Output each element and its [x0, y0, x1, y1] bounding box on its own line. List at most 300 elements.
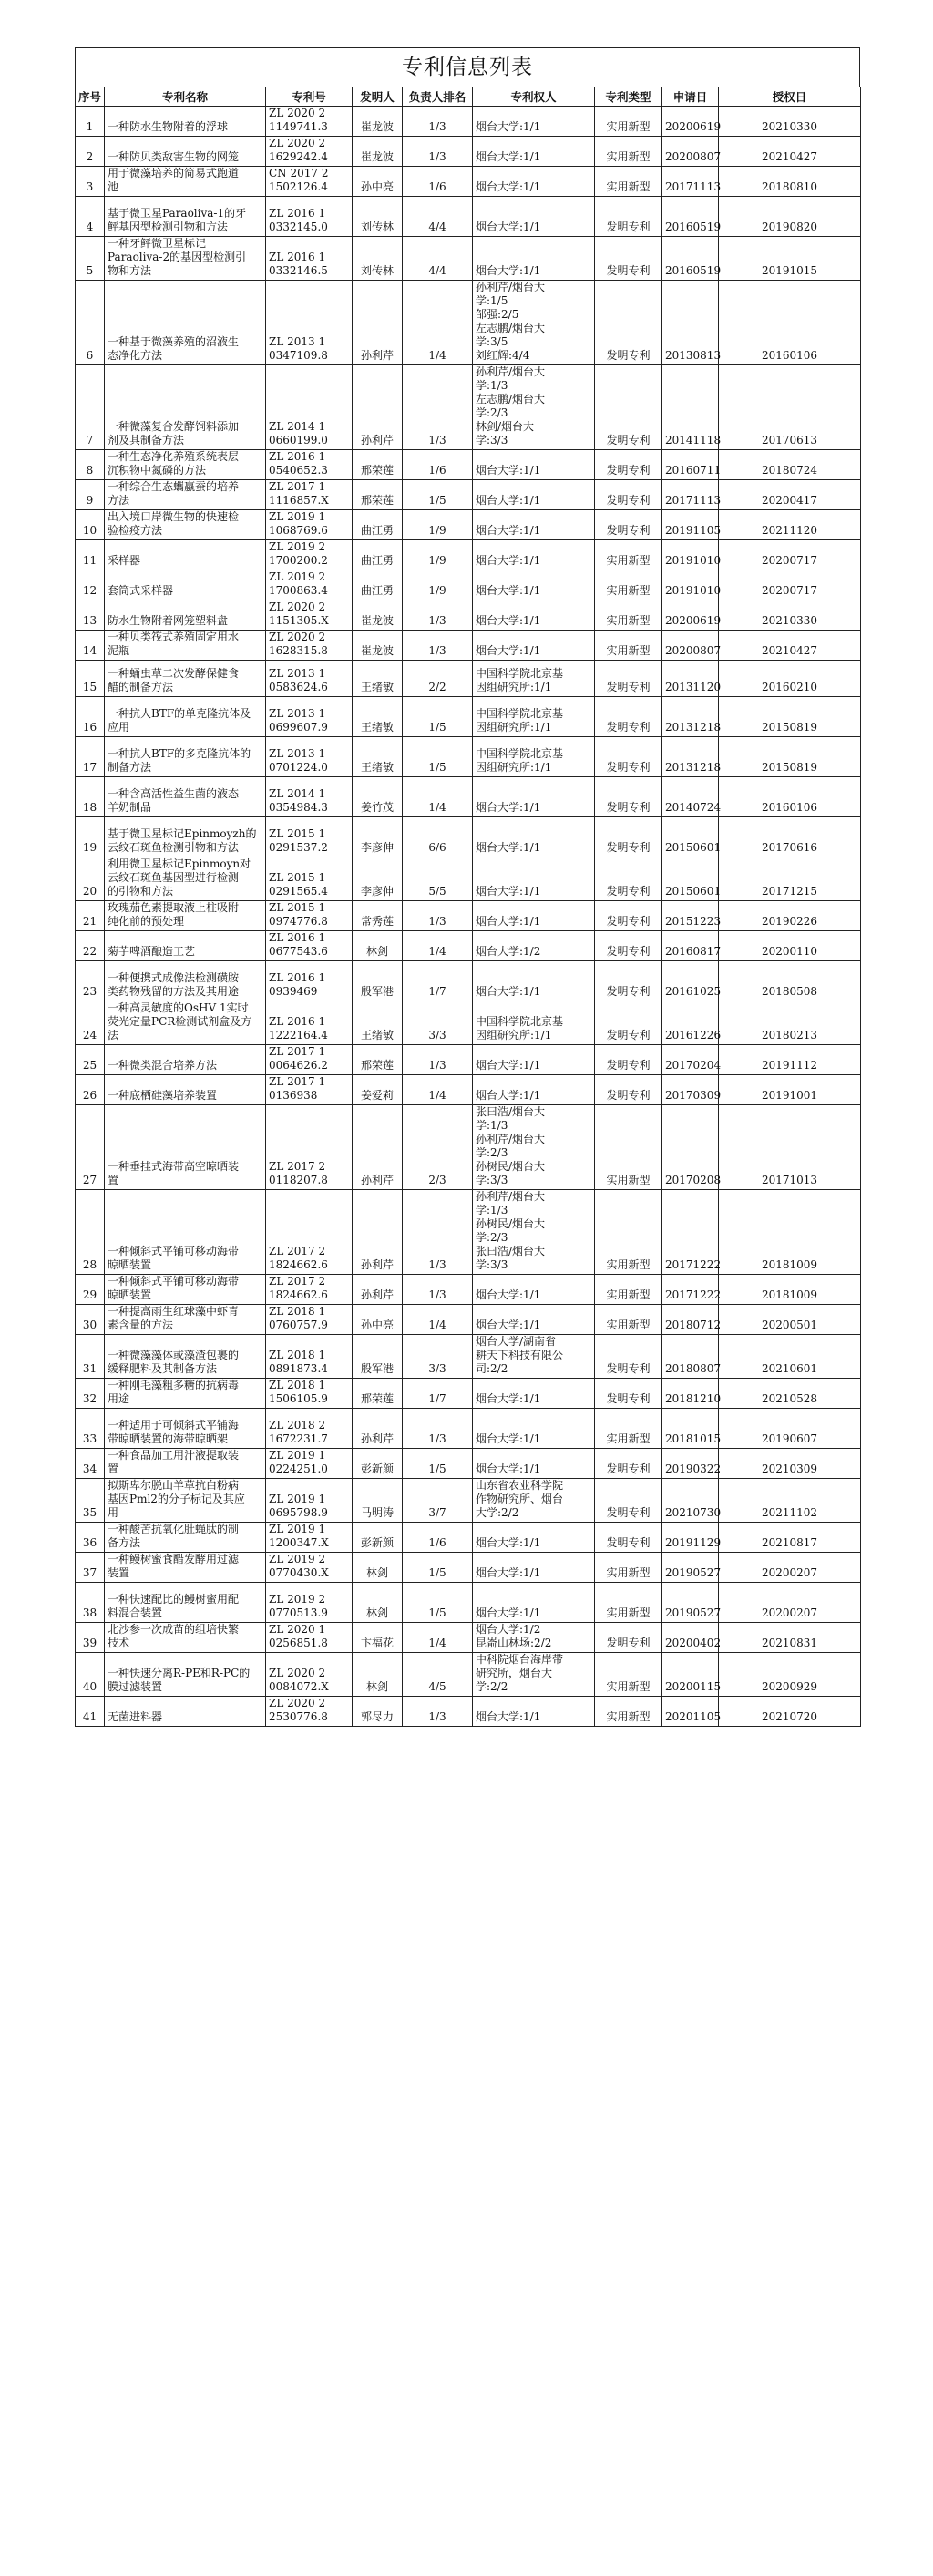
cell-patent-no-line: ZL 2016 1 — [269, 207, 326, 220]
header-col-inventor: 发明人 — [353, 87, 403, 107]
cell-owner — [473, 1479, 595, 1523]
cell-no: 23 — [76, 961, 105, 1001]
cell-patent-no-line: 1068769.6 — [269, 524, 328, 537]
cell-grant-date: 20211102 — [719, 1479, 861, 1523]
cell-owner — [473, 737, 595, 777]
cell-type: 发明专利 — [595, 1479, 662, 1523]
cell-no: 33 — [76, 1409, 105, 1449]
cell-patent-no — [266, 961, 353, 1001]
cell-no: 17 — [76, 737, 105, 777]
cell-owner-line: 左志鹏/烟台大 — [476, 322, 546, 334]
cell-no: 36 — [76, 1523, 105, 1553]
cell-no: 7 — [76, 365, 105, 450]
cell-rank: 1/5 — [403, 697, 473, 737]
cell-owner — [473, 1001, 595, 1045]
cell-no: 20 — [76, 857, 105, 901]
cell-patent-no-line: 0540652.3 — [269, 464, 328, 477]
table-row — [76, 1001, 861, 1045]
cell-rank: 1/6 — [403, 167, 473, 197]
cell-owner-line: 孙利芹/烟台大 — [476, 1190, 546, 1203]
cell-apply-date: 20191010 — [662, 570, 719, 600]
cell-no: 5 — [76, 237, 105, 281]
cell-grant-date: 20181009 — [719, 1275, 861, 1305]
cell-name — [105, 1553, 266, 1583]
cell-name — [105, 237, 266, 281]
cell-grant-date: 20200207 — [719, 1553, 861, 1583]
cell-name-line: 一种抗人BTF的单克隆抗体及 — [108, 707, 251, 720]
cell-inventor: 王绪敏 — [353, 737, 403, 777]
cell-name-line: 荧光定量PCR检测试剂盒及方 — [108, 1015, 252, 1028]
cell-name-line: 一种贝类筏式养殖固定用水 — [108, 631, 240, 643]
cell-grant-date: 20210427 — [719, 631, 861, 661]
cell-apply-date: 20161226 — [662, 1001, 719, 1045]
cell-type: 实用新型 — [595, 540, 662, 570]
cell-patent-no — [266, 631, 353, 661]
cell-owner — [473, 1553, 595, 1583]
table-row — [76, 1623, 861, 1653]
cell-inventor: 李彦伸 — [353, 817, 403, 857]
cell-name-line: 沉积物中氮磷的方法 — [108, 464, 207, 477]
table-row — [76, 107, 861, 137]
cell-owner-line: 烟台大学:1/1 — [476, 1710, 541, 1723]
cell-owner-line: 大学:2/2 — [476, 1506, 519, 1519]
cell-rank: 1/9 — [403, 570, 473, 600]
cell-owner — [473, 1523, 595, 1553]
cell-grant-date: 20200417 — [719, 480, 861, 510]
cell-inventor: 姜竹茂 — [353, 777, 403, 817]
cell-name-line: 鲆基因型检测引物和方法 — [108, 221, 229, 233]
cell-patent-no — [266, 1479, 353, 1523]
cell-name — [105, 570, 266, 600]
cell-owner — [473, 1449, 595, 1479]
cell-inventor: 孙利芹 — [353, 365, 403, 450]
cell-patent-no-line: CN 2017 2 — [269, 167, 329, 180]
cell-grant-date: 20210528 — [719, 1379, 861, 1409]
cell-type: 实用新型 — [595, 137, 662, 167]
cell-name-line: 备方法 — [108, 1536, 141, 1549]
cell-patent-no-line: 0332146.5 — [269, 264, 328, 277]
cell-patent-no-line: ZL 2020 2 — [269, 1667, 326, 1679]
cell-patent-no-line: ZL 2017 1 — [269, 1075, 326, 1088]
cell-owner — [473, 167, 595, 197]
cell-apply-date: 20200619 — [662, 107, 719, 137]
cell-owner-line: 烟台大学:1/1 — [476, 841, 541, 854]
cell-owner-line: 作物研究所、烟台 — [476, 1493, 564, 1505]
cell-owner — [473, 1409, 595, 1449]
cell-owner — [473, 237, 595, 281]
cell-owner — [473, 1379, 595, 1409]
cell-patent-no-line: 1502126.4 — [269, 180, 328, 193]
cell-patent-no — [266, 600, 353, 631]
cell-name-line: 出入境口岸微生物的快速检 — [108, 510, 240, 523]
cell-patent-no-line: ZL 2017 1 — [269, 1045, 326, 1058]
cell-no: 15 — [76, 661, 105, 697]
cell-owner-line: 烟台大学:1/1 — [476, 1392, 541, 1405]
cell-name — [105, 1001, 266, 1045]
cell-inventor: 孙利芹 — [353, 1105, 403, 1190]
cell-apply-date: 20170309 — [662, 1075, 719, 1105]
cell-patent-no-line: ZL 2020 2 — [269, 631, 326, 643]
cell-name-line: 一种垂挂式海带高空晾晒装 — [108, 1160, 240, 1173]
cell-owner-line: 邹强:2/5 — [476, 308, 519, 321]
cell-name-line: 的引物和方法 — [108, 885, 174, 898]
cell-patent-no-line: ZL 2013 1 — [269, 335, 326, 348]
cell-inventor: 曲江勇 — [353, 510, 403, 540]
table-row — [76, 737, 861, 777]
cell-name-line: 一种高灵敏度的OsHV 1实时 — [108, 1001, 249, 1014]
cell-apply-date: 20210730 — [662, 1479, 719, 1523]
cell-grant-date: 20200501 — [719, 1305, 861, 1335]
cell-name — [105, 1105, 266, 1190]
cell-rank: 1/3 — [403, 1275, 473, 1305]
cell-owner-line: 中国科学院北京基 — [476, 747, 564, 760]
cell-name — [105, 137, 266, 167]
cell-grant-date: 20210831 — [719, 1623, 861, 1653]
cell-owner — [473, 197, 595, 237]
cell-no: 34 — [76, 1449, 105, 1479]
cell-owner-line: 烟台大学/湖南省 — [476, 1335, 557, 1348]
cell-apply-date: 20150601 — [662, 817, 719, 857]
cell-name-line: 剂及其制备方法 — [108, 434, 185, 446]
cell-type: 实用新型 — [595, 631, 662, 661]
cell-owner — [473, 570, 595, 600]
cell-owner-line: 孙利芹/烟台大 — [476, 365, 546, 378]
cell-owner-line: 烟台大学:1/2 — [476, 945, 541, 958]
cell-type: 实用新型 — [595, 1105, 662, 1190]
cell-name-line: 一种防贝类敌害生物的网笼 — [108, 150, 240, 163]
cell-type: 发明专利 — [595, 365, 662, 450]
cell-name — [105, 1075, 266, 1105]
cell-name-line: 一种综合生态蠵蠃蚕的培养 — [108, 480, 240, 493]
cell-patent-no — [266, 480, 353, 510]
cell-rank: 1/9 — [403, 540, 473, 570]
cell-owner-line: 张曰浩/烟台大 — [476, 1245, 546, 1257]
cell-apply-date: 20200807 — [662, 631, 719, 661]
cell-owner — [473, 777, 595, 817]
cell-patent-no-line: ZL 2019 1 — [269, 510, 326, 523]
cell-name-line: 一种适用于可倾斜式平铺海 — [108, 1419, 240, 1432]
cell-owner-line: 烟台大学:1/1 — [476, 885, 541, 898]
cell-rank: 2/2 — [403, 661, 473, 697]
cell-patent-no — [266, 570, 353, 600]
cell-owner-line: 中国科学院北京基 — [476, 1015, 564, 1028]
cell-patent-no-line: ZL 2016 1 — [269, 450, 326, 463]
cell-apply-date: 20181210 — [662, 1379, 719, 1409]
cell-grant-date: 20210330 — [719, 600, 861, 631]
cell-no: 6 — [76, 281, 105, 365]
cell-patent-no-line: 0347109.8 — [269, 349, 328, 362]
cell-no: 8 — [76, 450, 105, 480]
cell-name — [105, 1697, 266, 1727]
cell-name — [105, 1379, 266, 1409]
cell-type: 发明专利 — [595, 1449, 662, 1479]
cell-owner-line: 孙利芹/烟台大 — [476, 281, 546, 293]
table-row — [76, 167, 861, 197]
cell-owner-line: 烟台大学:1/1 — [476, 1319, 541, 1331]
cell-grant-date: 20210720 — [719, 1697, 861, 1727]
header-col-name: 专利名称 — [105, 87, 266, 107]
cell-patent-no — [266, 1409, 353, 1449]
cell-patent-no — [266, 817, 353, 857]
cell-rank: 1/3 — [403, 901, 473, 931]
cell-patent-no-line: 1824662.6 — [269, 1258, 328, 1271]
cell-name-line: 晾晒装置 — [108, 1258, 152, 1271]
cell-grant-date: 20210309 — [719, 1449, 861, 1479]
cell-no: 37 — [76, 1553, 105, 1583]
cell-patent-no-line: ZL 2017 2 — [269, 1245, 326, 1257]
cell-name — [105, 540, 266, 570]
cell-patent-no-line: 0660199.0 — [269, 434, 328, 446]
cell-apply-date: 20170208 — [662, 1105, 719, 1190]
cell-patent-no-line: ZL 2020 2 — [269, 1697, 326, 1709]
cell-type: 发明专利 — [595, 450, 662, 480]
cell-owner — [473, 1305, 595, 1335]
cell-name — [105, 197, 266, 237]
cell-patent-no-line: ZL 2015 1 — [269, 827, 326, 840]
cell-rank: 1/4 — [403, 1075, 473, 1105]
cell-rank: 1/7 — [403, 1379, 473, 1409]
cell-apply-date: 20190527 — [662, 1553, 719, 1583]
cell-no: 32 — [76, 1379, 105, 1409]
cell-apply-date: 20130813 — [662, 281, 719, 365]
cell-name-line: 一种蛹虫草二次发酵保健食 — [108, 667, 240, 680]
cell-no: 12 — [76, 570, 105, 600]
cell-grant-date: 20150819 — [719, 697, 861, 737]
cell-name — [105, 901, 266, 931]
cell-inventor: 曲江勇 — [353, 570, 403, 600]
cell-patent-no-line: ZL 2013 1 — [269, 707, 326, 720]
cell-inventor: 林剑 — [353, 1583, 403, 1623]
cell-name-line: 一种鳗树蜜食醋发酵用过滤 — [108, 1553, 240, 1565]
cell-apply-date: 20160519 — [662, 237, 719, 281]
cell-type: 实用新型 — [595, 1697, 662, 1727]
cell-inventor: 邢荣莲 — [353, 1045, 403, 1075]
cell-inventor: 林剑 — [353, 1553, 403, 1583]
cell-no: 14 — [76, 631, 105, 661]
cell-owner-line: 烟台大学:1/1 — [476, 1536, 541, 1549]
cell-name-line: 态净化方法 — [108, 349, 163, 362]
table-row — [76, 961, 861, 1001]
cell-name-line: 验检疫方法 — [108, 524, 163, 537]
cell-apply-date: 20200807 — [662, 137, 719, 167]
cell-patent-no — [266, 1697, 353, 1727]
cell-grant-date: 20191001 — [719, 1075, 861, 1105]
cell-name-line: 一种快速分离R-PE和R-PC的 — [108, 1667, 251, 1679]
cell-name-line: 素含量的方法 — [108, 1319, 174, 1331]
cell-grant-date: 20190820 — [719, 197, 861, 237]
cell-patent-no — [266, 1045, 353, 1075]
cell-patent-no — [266, 1275, 353, 1305]
cell-patent-no-line: ZL 2015 1 — [269, 901, 326, 914]
cell-name-line: 用于微藻培养的简易式跑道 — [108, 167, 240, 180]
cell-owner-line: 因组研究所:1/1 — [476, 681, 552, 693]
cell-name-line: 带晾晒装置的海带晾晒架 — [108, 1432, 229, 1445]
cell-owner — [473, 281, 595, 365]
cell-patent-no-line: ZL 2019 2 — [269, 1593, 326, 1606]
table-title: 专利信息列表 — [75, 47, 860, 87]
cell-name-line: 一种基于微藻养殖的沼液生 — [108, 335, 240, 348]
cell-name-line: Paraoliva-2的基因型检测引 — [108, 251, 247, 263]
table-row — [76, 1409, 861, 1449]
cell-patent-no — [266, 365, 353, 450]
cell-patent-no-line: 1149741.3 — [269, 120, 328, 133]
cell-patent-no — [266, 1105, 353, 1190]
cell-name — [105, 450, 266, 480]
cell-no: 39 — [76, 1623, 105, 1653]
table-row — [76, 1335, 861, 1379]
cell-grant-date: 20200929 — [719, 1653, 861, 1697]
cell-owner — [473, 1653, 595, 1697]
cell-patent-no-line: 0136938 — [269, 1089, 318, 1102]
cell-rank: 2/3 — [403, 1105, 473, 1190]
cell-rank: 3/3 — [403, 1335, 473, 1379]
cell-owner-line: 因组研究所:1/1 — [476, 761, 552, 774]
cell-name-line: 防水生物附着网笼塑料盘 — [108, 614, 229, 627]
cell-rank: 3/3 — [403, 1001, 473, 1045]
cell-grant-date: 20150819 — [719, 737, 861, 777]
cell-owner-line: 刘红辉:4/4 — [476, 349, 530, 362]
cell-type: 发明专利 — [595, 661, 662, 697]
cell-owner-line: 烟台大学:1/1 — [476, 464, 541, 477]
cell-apply-date: 20171222 — [662, 1190, 719, 1275]
cell-name-line: 一种便携式成像法检测磺胺 — [108, 971, 240, 984]
cell-rank: 4/5 — [403, 1653, 473, 1697]
cell-rank: 1/4 — [403, 931, 473, 961]
cell-patent-no — [266, 1190, 353, 1275]
cell-rank: 1/5 — [403, 480, 473, 510]
table-row — [76, 365, 861, 450]
cell-rank: 4/4 — [403, 197, 473, 237]
patent-table-wrapper — [75, 47, 860, 1727]
cell-grant-date: 20190607 — [719, 1409, 861, 1449]
cell-inventor: 邢荣莲 — [353, 480, 403, 510]
table-row — [76, 1583, 861, 1623]
cell-patent-no-line: 0760757.9 — [269, 1319, 328, 1331]
cell-owner-line: 烟台大学:1/2 — [476, 1623, 541, 1636]
cell-name-line: 云纹石斑鱼基因型进行检测 — [108, 871, 240, 884]
cell-patent-no-line: 0974776.8 — [269, 915, 328, 928]
cell-name — [105, 857, 266, 901]
cell-owner — [473, 480, 595, 510]
cell-name-line: 一种防水生物附着的浮球 — [108, 120, 229, 133]
cell-name-line: 一种牙鲆微卫星标记 — [108, 237, 207, 250]
cell-owner — [473, 540, 595, 570]
cell-name — [105, 1449, 266, 1479]
cell-name — [105, 817, 266, 857]
cell-no: 19 — [76, 817, 105, 857]
cell-rank: 1/5 — [403, 1553, 473, 1583]
table-row — [76, 661, 861, 697]
cell-type: 发明专利 — [595, 737, 662, 777]
cell-owner-line: 学:1/3 — [476, 1119, 508, 1132]
cell-rank: 1/3 — [403, 1697, 473, 1727]
cell-patent-no-line: ZL 2020 2 — [269, 600, 326, 613]
cell-patent-no-line: 0677543.6 — [269, 945, 328, 958]
cell-patent-no-line: ZL 2020 1 — [269, 1623, 326, 1636]
cell-patent-no-line: 1200347.X — [269, 1536, 329, 1549]
cell-patent-no-line: ZL 2016 1 — [269, 931, 326, 944]
table-row — [76, 1045, 861, 1075]
cell-rank: 5/5 — [403, 857, 473, 901]
cell-no: 27 — [76, 1105, 105, 1190]
table-row — [76, 600, 861, 631]
cell-patent-no-line: ZL 2013 1 — [269, 667, 326, 680]
cell-owner — [473, 107, 595, 137]
cell-inventor: 邢荣莲 — [353, 450, 403, 480]
cell-owner — [473, 961, 595, 1001]
cell-owner — [473, 1190, 595, 1275]
cell-owner-line: 中国科学院北京基 — [476, 707, 564, 720]
cell-name-line: 应用 — [108, 721, 130, 734]
cell-type: 发明专利 — [595, 1045, 662, 1075]
cell-type: 发明专利 — [595, 1075, 662, 1105]
cell-inventor: 孙中亮 — [353, 1305, 403, 1335]
cell-owner-line: 耕天下科技有限公 — [476, 1349, 564, 1361]
cell-owner-line: 烟台大学:1/1 — [476, 1059, 541, 1072]
cell-type: 发明专利 — [595, 1523, 662, 1553]
cell-owner — [473, 857, 595, 901]
cell-name-line: 基于微卫星标记Epinmoyzh的 — [108, 827, 257, 840]
cell-owner-line: 因组研究所:1/1 — [476, 1029, 552, 1042]
cell-name-line: 无菌进料器 — [108, 1710, 163, 1723]
cell-inventor: 马明涛 — [353, 1479, 403, 1523]
cell-type: 实用新型 — [595, 167, 662, 197]
table-row — [76, 1275, 861, 1305]
table-row — [76, 570, 861, 600]
cell-patent-no-line: 1824662.6 — [269, 1288, 328, 1301]
cell-patent-no-line: 0770513.9 — [269, 1606, 328, 1619]
cell-apply-date: 20140724 — [662, 777, 719, 817]
cell-name-line: 用途 — [108, 1392, 130, 1405]
cell-grant-date: 20210330 — [719, 107, 861, 137]
cell-rank: 1/4 — [403, 281, 473, 365]
cell-owner — [473, 1105, 595, 1190]
cell-patent-no-line: 0891873.4 — [269, 1362, 328, 1375]
cell-type: 发明专利 — [595, 510, 662, 540]
cell-name — [105, 1653, 266, 1697]
cell-name-line: 置 — [108, 1174, 119, 1186]
cell-grant-date: 20181009 — [719, 1190, 861, 1275]
cell-rank: 3/7 — [403, 1479, 473, 1523]
cell-owner — [473, 817, 595, 857]
cell-patent-no — [266, 107, 353, 137]
cell-owner-line: 烟台大学:1/1 — [476, 1089, 541, 1102]
cell-patent-no-line: ZL 2019 1 — [269, 1449, 326, 1462]
cell-type: 实用新型 — [595, 107, 662, 137]
cell-name-line: 利用微卫星标记Epinmoyn对 — [108, 857, 251, 870]
cell-rank: 4/4 — [403, 237, 473, 281]
cell-patent-no-line: ZL 2019 2 — [269, 570, 326, 583]
cell-patent-no — [266, 1653, 353, 1697]
cell-type: 发明专利 — [595, 817, 662, 857]
cell-grant-date: 20200110 — [719, 931, 861, 961]
cell-rank: 1/3 — [403, 600, 473, 631]
cell-inventor: 崔龙波 — [353, 600, 403, 631]
cell-apply-date: 20180712 — [662, 1305, 719, 1335]
cell-name-line: 一种底栖硅藻培养装置 — [108, 1089, 218, 1102]
cell-name-line: 置 — [108, 1462, 119, 1475]
cell-rank: 1/3 — [403, 1409, 473, 1449]
cell-name — [105, 1623, 266, 1653]
cell-rank: 1/5 — [403, 737, 473, 777]
cell-type: 发明专利 — [595, 1623, 662, 1653]
cell-apply-date: 20191129 — [662, 1523, 719, 1553]
cell-inventor: 刘传林 — [353, 197, 403, 237]
cell-patent-no-line: ZL 2018 1 — [269, 1349, 326, 1361]
cell-inventor: 王绪敏 — [353, 1001, 403, 1045]
cell-grant-date: 20171215 — [719, 857, 861, 901]
cell-patent-no-line: ZL 2017 1 — [269, 480, 326, 493]
